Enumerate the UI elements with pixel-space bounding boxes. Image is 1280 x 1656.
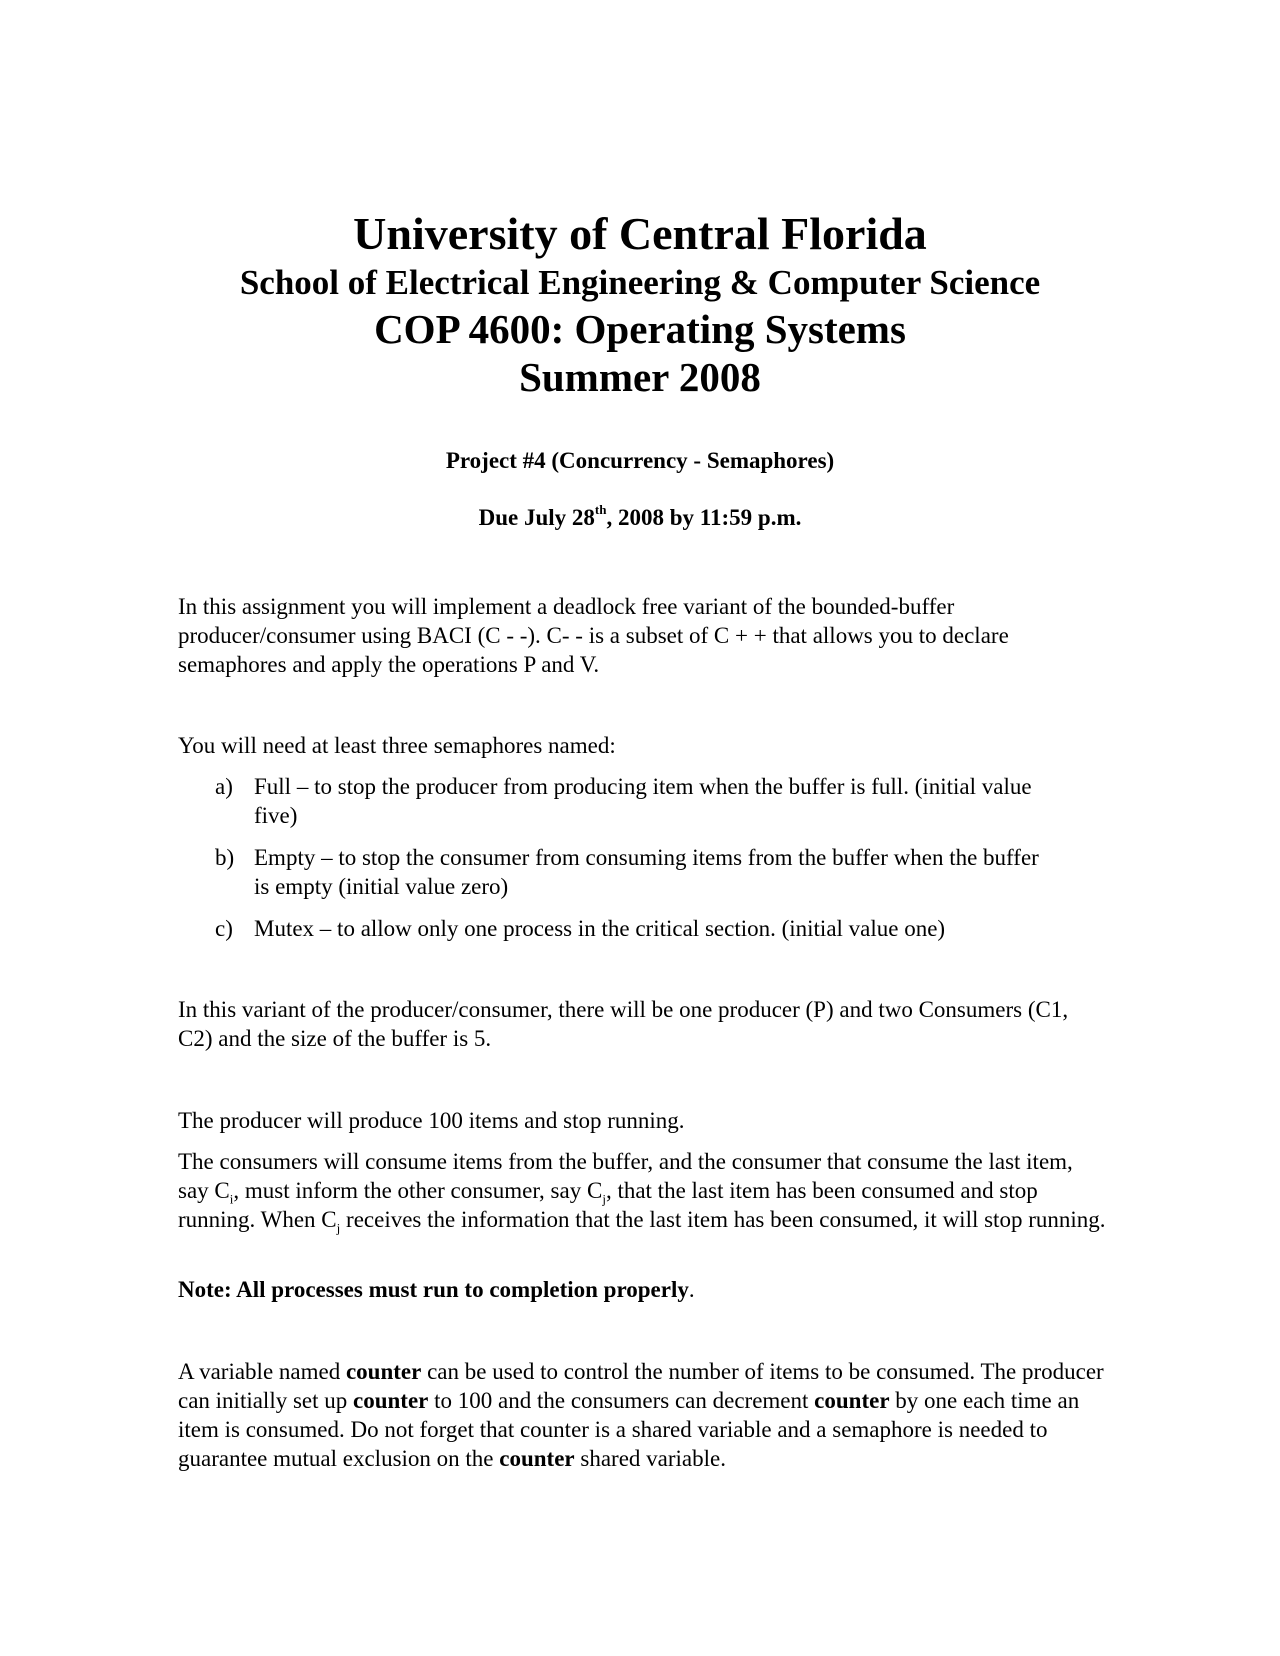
consumers-paragraph [178,1147,1108,1234]
project-title: Project #4 (Concurrency - Semaphores) [445,448,835,473]
due-prefix: Due July 28 [478,505,595,530]
consumers-text-3: , that the last item has been consumed and stop running. When C [178,1178,1038,1232]
school-title: School of Electrical Engineering & Computer Science [239,263,1041,302]
university-title: University of Central Florida [353,208,927,259]
counter-text: can be used to control the number of items to be consumed. The producer can initially set up [178,1359,1104,1413]
subscript-j: j [602,1191,606,1207]
counter-paragraph [178,1357,1108,1473]
intro-paragraph: In this assignment you will implement a deadlock free variant of the bounded-buffer producer/consumer using BACI (C - -). C- - is a subset of C + + that allows you to declare semaphores and apply the operations P and V. [178,594,1009,677]
counter-keyword: counter [814,1388,890,1413]
note-paragraph [178,1275,1108,1304]
note-bold: Note: All processes must run to completion properly [178,1277,689,1302]
consumers-text-2: , must inform the other consumer, say C [233,1178,603,1203]
list-marker: c) [215,916,233,941]
course-title: COP 4600: Operating Systems [374,306,906,352]
due-date [0,504,1280,532]
list-marker: a) [215,774,233,799]
due-superscript: th [594,502,607,518]
counter-keyword: counter [499,1446,575,1471]
counter-text: by one each time an item is consumed. Do not forget that counter is a shared variable and a semaphore is needed to guarantee mutual exclusion on the [178,1388,1080,1471]
variant-paragraph: In this variant of the producer/consumer, there will be one producer (P) and two Consumers (C1, C2) and the size of the buffer is 5. [178,997,1069,1051]
producer-paragraph: The producer will produce 100 items and stop running. [178,1108,685,1133]
term-title: Summer 2008 [519,354,761,400]
subscript-j: j [336,1220,341,1236]
semaphores-intro: You will need at least three semaphores named: [178,733,616,758]
consumers-text-4: receives the information that the last item has been consumed, it will stop running. [340,1207,1106,1232]
counter-keyword: counter [345,1359,422,1384]
due-suffix: , 2008 by 11:59 p.m. [606,505,802,530]
list-text: Empty – to stop the consumer from consuming items from the buffer when the buffer is empty (initial value zero) [254,845,1039,899]
note-tail: . [688,1277,695,1302]
counter-text: A variable named [178,1359,346,1384]
counter-text: shared variable. [574,1446,726,1471]
list-marker: b) [215,845,235,870]
subscript-i: i [229,1191,234,1207]
counter-text: to 100 and the consumers can decrement [428,1388,815,1413]
list-text: Mutex – to allow only one process in the critical section. (initial value one) [254,916,946,941]
list-text: Full – to stop the producer from producing item when the buffer is full. (initial value five) [254,774,1032,828]
consumers-text-1: The consumers will consume items from the buffer, and the consumer that consume the last item, say C [178,1149,1073,1203]
counter-keyword: counter [353,1388,429,1413]
